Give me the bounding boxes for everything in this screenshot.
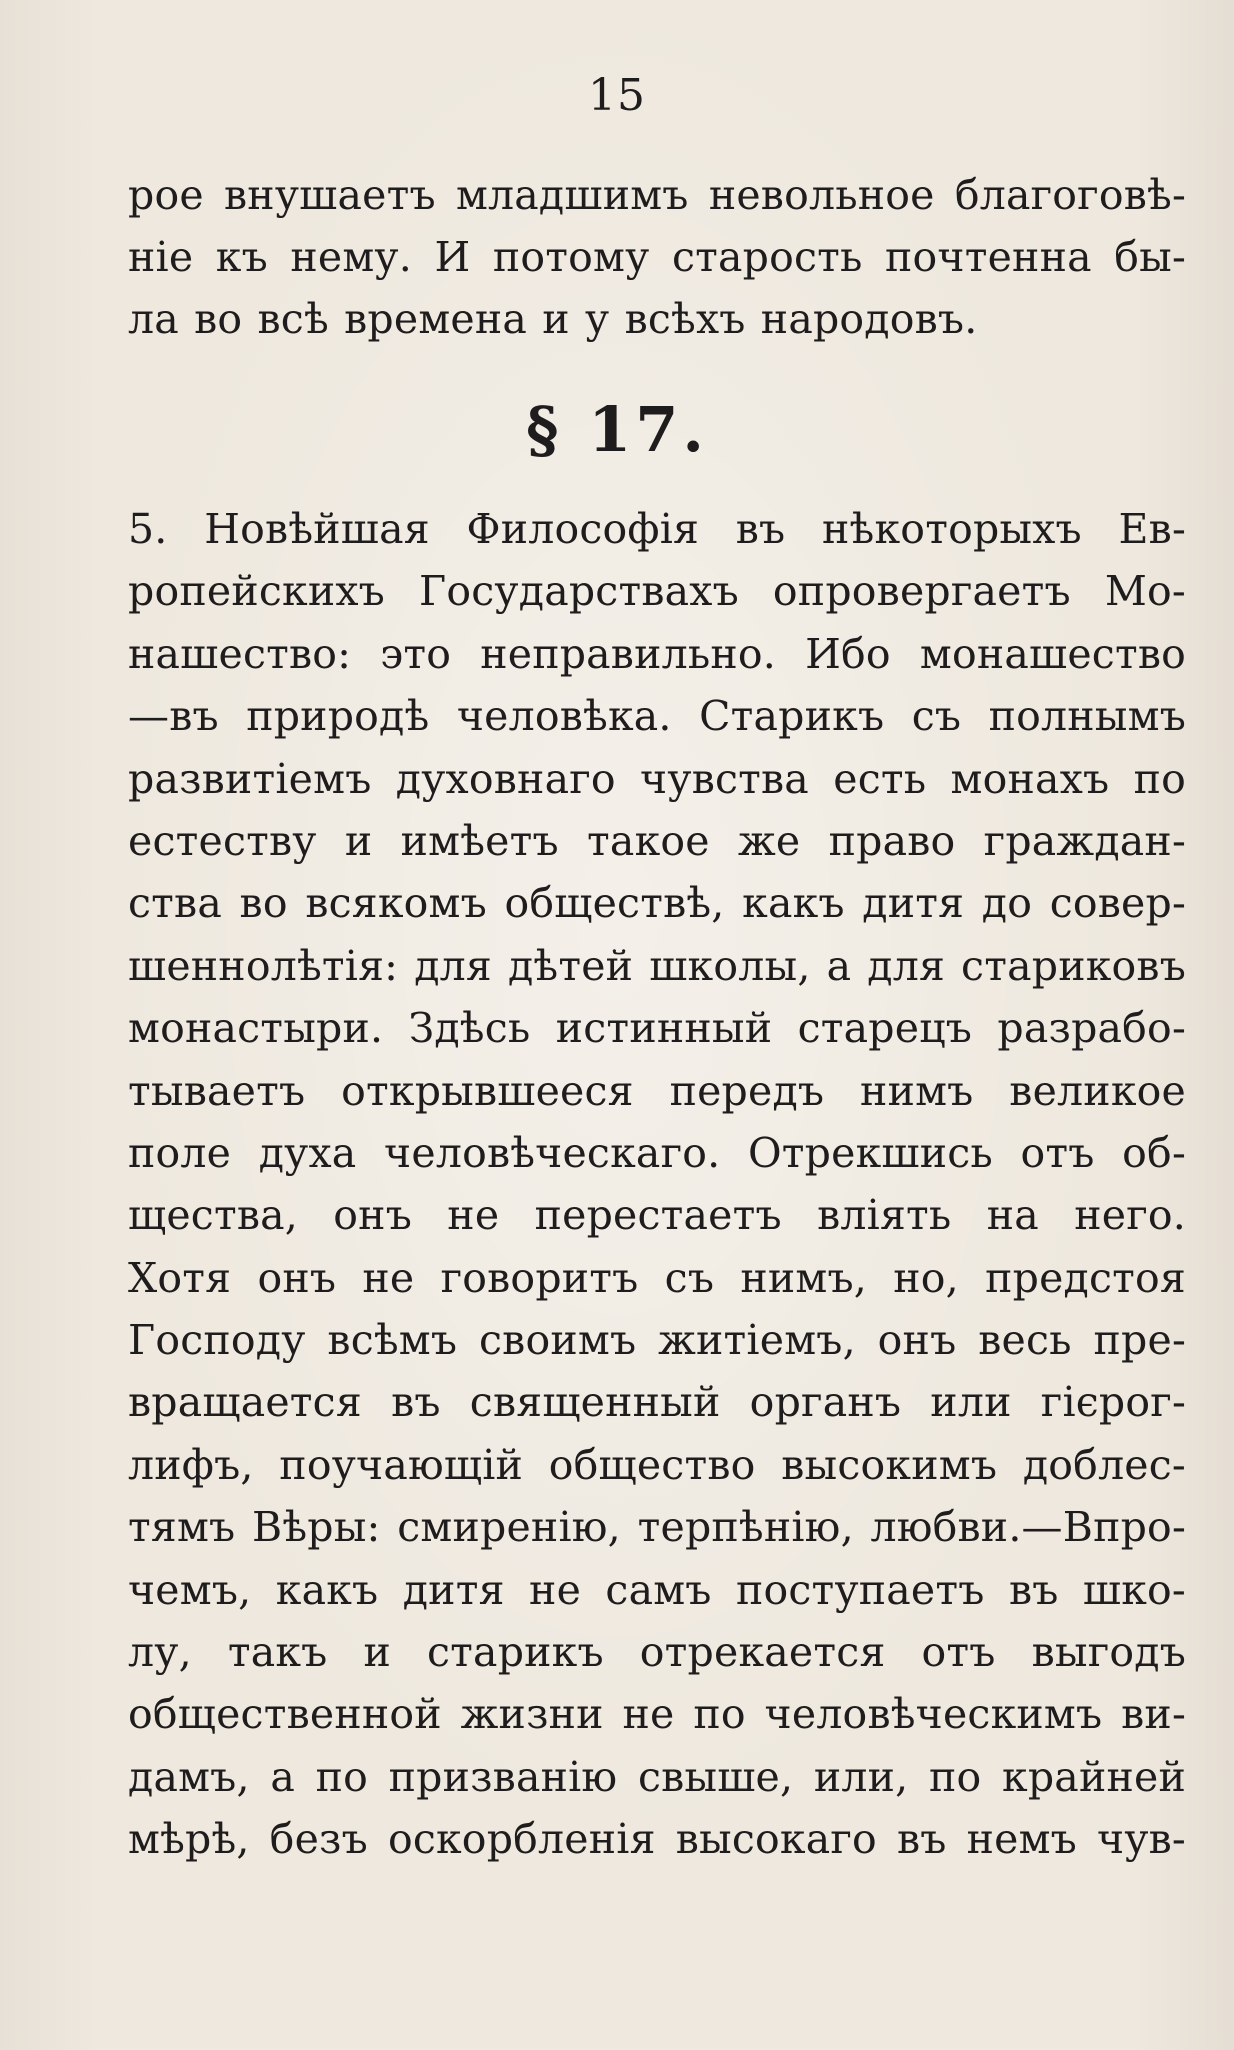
text-line: естеству и имѣетъ такое же право граждан-: [128, 816, 1186, 865]
text-line: 5. Новѣйшая Философія въ нѣкоторыхъ Ев-: [128, 505, 1186, 553]
text-line: тямъ Вѣры: смиренію, терпѣнію, любви.—Впро-: [128, 1503, 1186, 1552]
text-line: вращается въ священный органъ или гієрог-: [128, 1378, 1186, 1427]
text-line: рое внушаетъ младшимъ невольное благоговѣ-: [128, 171, 1186, 219]
text-line: ропейскихъ Государствахъ опровергаетъ Мо-: [128, 567, 1186, 616]
section-heading: § 17.: [526, 393, 708, 466]
text-line: развитіемъ духовнаго чувства есть монахъ по: [128, 754, 1186, 803]
text-line: монастыри. Здѣсь истинный старецъ разрабо-: [128, 1004, 1186, 1053]
text-line: Господу всѣмъ своимъ житіемъ, онъ весь пре-: [128, 1316, 1186, 1365]
text-line: шеннолѣтія: для дѣтей школы, а для стариковъ: [128, 941, 1186, 990]
text-line: чемъ, какъ дитя не самъ поступаетъ въ шко-: [128, 1565, 1186, 1614]
text-line: Хотя онъ не говоритъ съ нимъ, но, предстоя: [128, 1253, 1186, 1302]
text-line: лифъ, поучающій общество высокимъ доблес-: [128, 1440, 1186, 1489]
text-line: нашество: это неправильно. Ибо монашество: [128, 629, 1186, 678]
page-number: 15: [588, 70, 646, 121]
text-line: ла во всѣ времена и у всѣхъ народовъ.: [128, 295, 978, 343]
intro-paragraph: [128, 164, 1186, 350]
text-line: —въ природѣ человѣка. Старикъ съ полнымъ: [128, 692, 1186, 741]
text-line: поле духа человѣческаго. Отрекшись отъ об-: [128, 1128, 1186, 1177]
text-line: тываетъ открывшееся передъ нимъ великое: [128, 1066, 1186, 1115]
text-line: щества, онъ не перестаетъ вліять на него.: [128, 1191, 1186, 1240]
text-line: ства во всякомъ обществѣ, какъ дитя до совер-: [128, 879, 1186, 928]
text-line: ніе къ нему. И потому старость почтенна бы-: [128, 233, 1186, 281]
text-line: дамъ, а по призванію свыше, или, по крайней: [128, 1752, 1186, 1801]
section-paragraph: [128, 498, 1186, 1871]
text-line: лу, такъ и старикъ отрекается отъ выгодъ: [128, 1628, 1186, 1677]
text-line: мѣрѣ, безъ оскорбленія высокаго въ немъ чув-: [128, 1815, 1186, 1864]
text-line: общественной жизни не по человѣческимъ ви-: [128, 1690, 1186, 1739]
